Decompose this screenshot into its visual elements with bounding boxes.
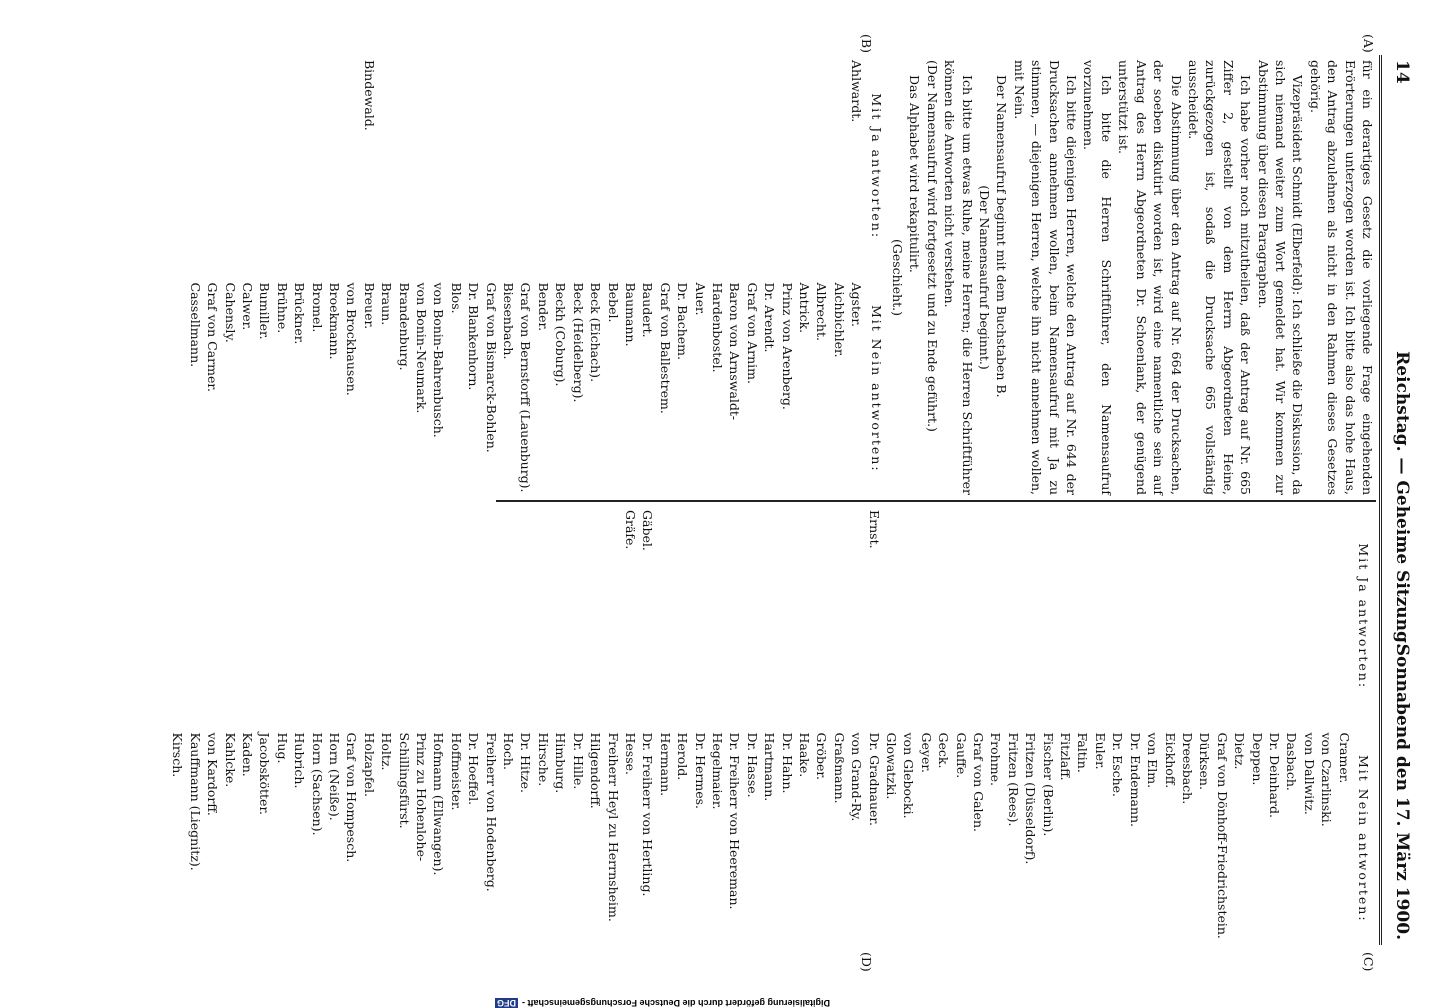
name-entry xyxy=(1004,510,1021,723)
name-entry: Brühne. xyxy=(274,282,290,334)
name-entry: Cahensly. xyxy=(222,282,238,343)
name-entry: Geyer. xyxy=(918,732,934,773)
name-entry xyxy=(656,510,673,723)
name-entry xyxy=(743,60,760,273)
name-entry xyxy=(535,60,552,273)
name-entry: von Dallwitz. xyxy=(1301,732,1317,815)
name-entry: Dr. Esche. xyxy=(1110,732,1126,798)
name-entry xyxy=(674,510,691,723)
name-entry: Hoffmeister. xyxy=(448,732,464,811)
name-entry xyxy=(1213,510,1230,723)
name-entry: Graf von Hompesch. xyxy=(344,732,360,863)
name-entry: Cassellmann. xyxy=(187,282,203,368)
paragraph-ruhe: Ich bitte um etwas Ruhe, meine Herren; die Herren Schriftführer können die Antworten nicht verstehen. xyxy=(942,60,975,495)
name-entry xyxy=(552,60,569,273)
name-entry: Fitzlaff. xyxy=(1058,732,1074,781)
name-entry: Dr. Freiherr von Heereman. xyxy=(727,732,743,910)
name-entry: von Grand-Ry. xyxy=(849,732,865,822)
name-entry: Beckh (Coburg). xyxy=(553,282,569,387)
name-entry: von Bonin-Neumark. xyxy=(414,282,430,414)
name-entry: von Elm. xyxy=(1145,732,1161,789)
name-entry: Blos. xyxy=(448,282,464,314)
name-entry: Deppen. xyxy=(1249,732,1265,786)
name-entry: Herold. xyxy=(675,732,691,781)
name-entry: Calwer. xyxy=(240,282,255,331)
name-entry xyxy=(987,510,1004,723)
name-entry: Dr. Arendt. xyxy=(762,282,778,353)
name-entry xyxy=(1335,510,1352,723)
name-entry: Baron von Arnswaldt-Hardenbostel. xyxy=(709,282,743,421)
page-title: Reichstag. — Geheime Sitzung. xyxy=(1392,351,1412,649)
name-entry xyxy=(691,510,708,723)
name-entry xyxy=(813,60,830,273)
name-entry xyxy=(830,510,847,723)
left-ja-heading: Mit Ja antworten: xyxy=(868,93,884,240)
name-entry xyxy=(674,60,691,273)
name-entry: Dr. Blankenhorn. xyxy=(466,282,482,391)
name-entry: Ahlwardt. xyxy=(849,60,865,123)
name-entry: Hegelmaier. xyxy=(709,732,725,810)
right-nein-heading: Mit Nein antworten: xyxy=(1356,754,1371,923)
paragraph: Ich habe vorher noch mitzutheilen, daß der Antrag auf Nr. 665 Ziffer 2, gestellt von dem Herrn Abgeordneten Heine, zurückgezogen ist, sodaß die Drucksache 665 vollständig ausscheidet. xyxy=(1185,60,1254,495)
name-entry: Graf von Arnim. xyxy=(744,282,760,385)
name-entry: Faltin. xyxy=(1075,732,1091,773)
name-entry: Dr. Bachem. xyxy=(675,282,691,360)
name-entry: Dr. Deinhard. xyxy=(1266,732,1282,818)
name-entry: Antrick. xyxy=(797,282,812,334)
name-entry xyxy=(1196,510,1213,723)
name-entry: Dietz. xyxy=(1232,732,1248,770)
left-nein-block xyxy=(186,283,888,496)
margin-marker-b: (B) xyxy=(859,34,874,53)
paragraph: Vizepräsident Schmidt (Elberfeld): Ich schließe die Diskussion, da sich niemand weiter zum Wort gemeldet hat. Wir kommen zur Abstimmung über diesen Paragraphen. xyxy=(1255,60,1306,495)
name-entry: Kahlcke. xyxy=(222,732,238,788)
name-entry xyxy=(761,60,778,273)
name-entry: Bindewald. xyxy=(361,60,377,131)
paragraph: für ein derartiges Gesetz die vorliegende Frage eingehenden Erörterungen unterzogen worden ist. Ich bitte also das hohe Haus, den Antrag abzulehnen als nicht in den Rahmen dieses Gesetzes gehörig. xyxy=(1307,60,1375,495)
name-entry xyxy=(917,510,934,723)
name-entry xyxy=(482,60,499,273)
name-entry: Graf von Bernstorff (Lauenburg). xyxy=(518,282,534,493)
right-nein-block xyxy=(169,733,1376,946)
name-entry: Fritzen (Rees). xyxy=(1005,732,1021,827)
name-entry: Cramer. xyxy=(1336,732,1352,784)
name-entry: Gräfe. xyxy=(622,510,638,550)
name-entry: Aichbichler. xyxy=(831,282,847,358)
name-entry xyxy=(500,60,517,273)
name-entry: Dr. Hille. xyxy=(570,732,586,790)
name-entry: Braun. xyxy=(379,282,395,326)
name-entry: Brückner. xyxy=(292,282,308,345)
name-entry: Dreesbach. xyxy=(1179,732,1195,805)
name-entry xyxy=(796,60,813,273)
right-nein-list xyxy=(169,733,1353,946)
name-entry xyxy=(447,60,464,273)
name-entry: Graßmann. xyxy=(831,732,847,804)
name-entry: Eickhoff. xyxy=(1162,732,1178,789)
name-entry: Dr. Hasse. xyxy=(744,732,760,798)
name-entry xyxy=(622,60,639,273)
name-entry: von Bonin-Bahrenbusch. xyxy=(431,282,447,438)
name-entry: Albrecht. xyxy=(814,282,830,341)
name-entry: Glowatzki. xyxy=(884,732,900,800)
name-entry xyxy=(830,60,847,273)
name-entry: Graf von Carmer. xyxy=(205,282,221,392)
paragraph-alphabet: Das Alphabet wird rekapitulirt. xyxy=(907,75,923,273)
name-entry: Geck. xyxy=(936,732,952,769)
paragraph: Ich bitte die Herren Schriftführer, den Namensaufruf vorzunehmen. xyxy=(1081,60,1114,495)
left-column xyxy=(186,60,1376,495)
name-entry xyxy=(883,510,900,723)
name-entry: Baudert. xyxy=(640,282,656,338)
name-entry xyxy=(726,60,743,273)
name-entry xyxy=(569,60,586,273)
name-entry: Hofmann (Ellwangen). xyxy=(431,732,447,876)
name-entry: Baumann. xyxy=(622,282,638,347)
name-entry: Haake. xyxy=(797,732,812,778)
name-entry xyxy=(1318,510,1335,723)
name-entry: Bromel. xyxy=(309,282,325,333)
name-entry: Graf von Bismarck-Bohlen. xyxy=(483,282,499,453)
name-entry: Jacobskötter. xyxy=(257,732,273,816)
name-entry: Bebel. xyxy=(605,282,621,323)
name-entry xyxy=(796,510,813,723)
name-entry xyxy=(813,510,830,723)
name-entry xyxy=(1092,510,1109,723)
name-entry: Gröber. xyxy=(814,732,830,780)
name-entry xyxy=(1179,510,1196,723)
name-entry xyxy=(1022,510,1039,723)
name-entry xyxy=(1231,510,1248,723)
name-entry xyxy=(1144,510,1161,723)
name-entry: Hartmann. xyxy=(762,732,778,802)
note-done: (Geschieht.) xyxy=(890,238,906,317)
name-entry: Hug. xyxy=(274,732,290,764)
name-entry: Breuer. xyxy=(361,282,377,330)
page-date: Sonnabend den 17. März 1900. xyxy=(1392,643,1412,940)
name-entry xyxy=(517,60,534,273)
name-entry: Dasbach. xyxy=(1284,732,1300,791)
name-entry: Dr. Gradnauer. xyxy=(866,732,882,827)
name-entry: Dr. Hermes. xyxy=(692,732,708,809)
name-entry xyxy=(1039,510,1056,723)
name-entry: Auer. xyxy=(692,282,708,316)
name-entry: Dr. Hitze. xyxy=(518,732,534,793)
name-entry xyxy=(656,60,673,273)
name-entry: Dr. Freiherr von Hertling. xyxy=(640,732,656,897)
running-header xyxy=(1384,60,1412,940)
name-entry: von Kardorff. xyxy=(205,732,221,816)
name-entry xyxy=(604,60,621,273)
right-ja-block xyxy=(169,510,1376,723)
header-rule xyxy=(1379,55,1382,945)
right-vote-lists xyxy=(169,510,1376,945)
name-entry: Hesse. xyxy=(622,732,638,775)
name-entry xyxy=(691,60,708,273)
name-entry: Prinz zu Hohenlohe-Schillingsfürst. xyxy=(396,732,430,862)
name-entry xyxy=(1300,510,1317,723)
name-entry: Bender. xyxy=(535,282,551,332)
name-entry xyxy=(1248,510,1265,723)
name-entry xyxy=(639,60,656,273)
name-entry: Graf von Ballestrem. xyxy=(657,282,673,414)
paragraph: Ich bitte diejenigen Herren, welche den Antrag auf Nr. 644 der Drucksachen annehmen wollen, beim Namensaufruf mit Ja zu stimmen, — diejenigen Herren, welche ihn nicht annehmen wollen, mit Nein. xyxy=(1011,60,1080,495)
name-entry xyxy=(465,60,482,273)
name-entry: Hilgendorff. xyxy=(588,732,604,809)
name-entry: von Brockhausen. xyxy=(344,282,360,396)
left-nein-heading: Mit Nein antworten: xyxy=(868,304,884,473)
name-entry xyxy=(587,60,604,273)
name-entry xyxy=(1161,510,1178,723)
note-continue: (Der Namensaufruf wird fortgesetzt und zu Ende geführt.) xyxy=(924,60,940,432)
name-entry xyxy=(778,510,795,723)
name-entry: Holtz. xyxy=(379,732,395,771)
left-nein-list xyxy=(186,283,865,496)
name-entry: Fischer (Berlin). xyxy=(1040,732,1056,837)
right-ja-heading: Mit Ja antworten: xyxy=(1356,543,1371,690)
name-entry xyxy=(761,510,778,723)
name-entry xyxy=(378,60,395,273)
name-entry xyxy=(743,510,760,723)
name-entry: Hirsche. xyxy=(535,732,551,787)
name-entry: Prinz von Arenberg. xyxy=(779,282,795,410)
name-entry: Holzapfel. xyxy=(361,732,377,797)
name-entry: Fritzen (Düsseldorf). xyxy=(1023,732,1039,865)
name-entry xyxy=(1126,510,1143,723)
name-entry: Freiherr von Hodenberg. xyxy=(483,732,499,892)
page-number: 14 xyxy=(1392,60,1412,84)
dfg-logo: DFG xyxy=(496,998,516,1008)
name-entry: Beck (Heidelberg). xyxy=(570,282,586,403)
name-entry xyxy=(709,510,726,723)
name-entry xyxy=(900,510,917,723)
name-entry xyxy=(395,60,412,273)
name-entry xyxy=(726,510,743,723)
right-column xyxy=(169,510,1376,945)
left-paragraphs xyxy=(993,60,1376,495)
name-entry: Gauffe. xyxy=(953,732,969,779)
name-entry: Hermann. xyxy=(657,732,673,797)
name-entry xyxy=(935,510,952,723)
name-entry: von Glebocki. xyxy=(901,732,917,819)
paragraph: Die Abstimmung über den Antrag auf Nr. 664 der Drucksachen, der soeben diskutirt worden ist, wird eine namentliche sein auf Antrag des Herrn Abgeordneten Dr. Schoenlank, der genügend unterstützt ist. xyxy=(1116,60,1184,495)
name-entry: Dr. Hoeffel. xyxy=(466,732,482,806)
right-ja-list xyxy=(622,510,1353,723)
name-entry xyxy=(970,510,987,723)
name-entry: Gäbel. xyxy=(640,510,656,551)
left-vote-lists xyxy=(186,60,888,495)
name-entry: Frohme. xyxy=(988,732,1004,786)
name-entry xyxy=(1074,510,1091,723)
name-entry xyxy=(709,60,726,273)
name-entry: Horn (Neiße). xyxy=(327,732,343,821)
footer-text: Digitalisierung gefördert durch die Deutsche Forschungsgemeinschaft - xyxy=(521,998,830,1008)
name-entry: Dr. Hahn. xyxy=(779,732,795,794)
name-entry: Graf von Galen. xyxy=(971,732,987,832)
name-entry: Horn (Sachsen). xyxy=(309,732,325,836)
name-entry: Kauffmann (Liegnitz). xyxy=(187,732,203,871)
name-entry: Freiherr Heyl zu Herrnsheim. xyxy=(605,732,621,922)
name-entry xyxy=(848,510,865,723)
paragraph: Der Namensaufruf beginnt mit dem Buchstaben B. xyxy=(994,75,1010,398)
name-entry: Broekmann. xyxy=(327,282,343,360)
note-begin: (Der Namensaufruf beginnt.) xyxy=(977,185,993,370)
name-entry xyxy=(1283,510,1300,723)
left-ja-list xyxy=(360,60,865,273)
margin-marker-a: (A) xyxy=(1361,34,1376,53)
name-entry: Brandenburg. xyxy=(396,282,412,371)
name-entry: Biesenbach. xyxy=(501,282,517,360)
name-entry xyxy=(1109,510,1126,723)
margin-marker-d: (D) xyxy=(859,952,874,972)
name-entry: Dürksen. xyxy=(1197,732,1213,790)
name-entry: Ernst. xyxy=(866,510,882,549)
name-entry: Dr. Endemann. xyxy=(1127,732,1143,828)
name-entry xyxy=(952,510,969,723)
left-ja-block xyxy=(186,60,888,273)
name-entry: Hoch. xyxy=(501,732,517,770)
name-entry: Kaden. xyxy=(240,732,255,777)
name-entry: von Czarlinski. xyxy=(1319,732,1335,827)
name-entry: Kirsch. xyxy=(170,732,186,778)
name-entry xyxy=(413,60,430,273)
name-entry: Euler. xyxy=(1092,732,1108,770)
name-entry: Graf von Dönhoff-Friedrichstein. xyxy=(1214,732,1230,939)
name-entry: Beck (Eichach). xyxy=(588,282,604,383)
name-entry xyxy=(1057,510,1074,723)
name-entry: Himburg. xyxy=(553,732,569,794)
column-divider xyxy=(496,500,1376,502)
name-entry xyxy=(430,60,447,273)
name-entry xyxy=(778,60,795,273)
name-entry: Bumiller. xyxy=(257,282,273,340)
margin-marker-c: (C) xyxy=(1361,952,1376,972)
name-entry: Hubrich. xyxy=(292,732,308,789)
name-entry: Agster. xyxy=(849,282,865,327)
name-entry xyxy=(1266,510,1283,723)
